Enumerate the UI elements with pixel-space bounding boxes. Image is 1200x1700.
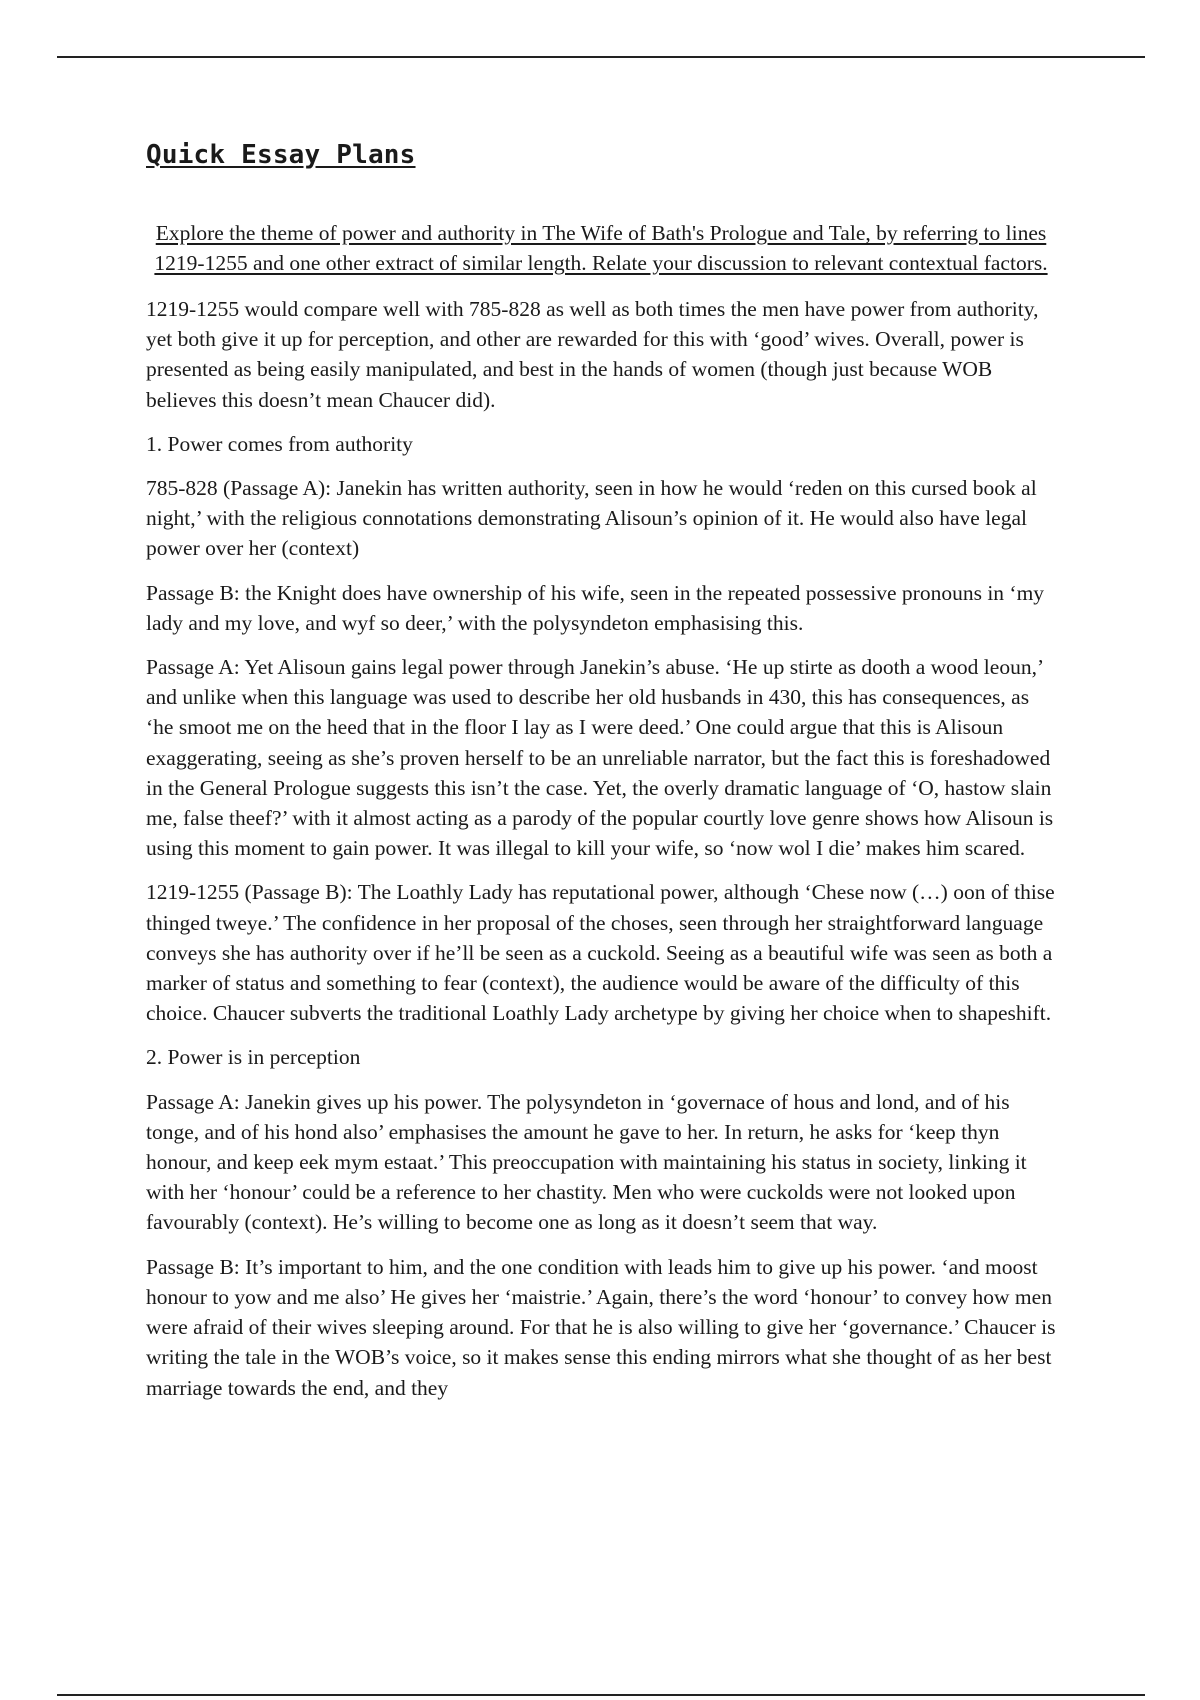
essay-question: Explore the theme of power and authority in The Wife of Bath's Prologue and Tale, by referring to lines 1219-1255 and one other extract of similar length. Relate your discussion to relevant contextual factors.: [154, 221, 1048, 275]
bottom-rule: [57, 1694, 1145, 1696]
paragraph-passage-a-1: 785-828 (Passage A): Janekin has written authority, seen in how he would ‘reden on this cursed book al night,’ with the religious connotations demonstrating Alisoun’s opinion of it. He would also have legal power over her (context): [146, 476, 1037, 561]
section-heading-1: 1. Power comes from authority: [146, 431, 413, 456]
page-title: Quick Essay Plans: [146, 140, 416, 170]
section-heading-2: 2. Power is in perception: [146, 1045, 361, 1070]
paragraph-passage-a-3: Passage A: Janekin gives up his power. The polysyndeton in ‘governace of hous and lond, and of his tonge, and of his hond also’ emphasises the amount he gave to her. In return, he asks for ‘keep thyn honour, and keep eek mym estaat.’ This preoccupation with maintaining his status in society, linking it with her ‘honour’ could be a reference to her chastity. Men who were cuckolds were not looked upon favourably (context). He’s willing to become one as long as it doesn’t seem that way.: [146, 1089, 1027, 1235]
top-rule: [57, 56, 1145, 58]
paragraph-passage-b-2: 1219-1255 (Passage B): The Loathly Lady has reputational power, although ‘Chese now (…) oon of thise thinged tweye.’ The confidence in her proposal of the choses, seen through her straightforward language conveys she has authority over if he’ll be seen as a cuckold. Seeing as a beautiful wife was seen as both a marker of status and something to fear (context), the audience would be aware of the difficulty of this choice. Chaucer subverts the traditional Loathly Lady archetype by giving her choice when to shapeshift.: [146, 880, 1055, 1026]
paragraph-passage-b-3: Passage B: It’s important to him, and the one condition with leads him to give up his power. ‘and moost honour to yow and me also’ He gives her ‘maistrie.’ Again, there’s the word ‘honour’ to convey how men were afraid of their wives sleeping around. For that he is also willing to give her ‘governance.’ Chaucer is writing the tale in the WOB’s voice, so it makes sense this ending mirrors what she thought of as her best marriage towards the end, and they: [146, 1254, 1056, 1400]
paragraph-passage-b-1: Passage B: the Knight does have ownership of his wife, seen in the repeated possessive pronouns in ‘my lady and my love, and wyf so deer,’ with the polysyndeton emphasising this.: [146, 580, 1045, 635]
intro-paragraph: 1219-1255 would compare well with 785-828 as well as both times the men have power from authority, yet both give it up for perception, and other are rewarded for this with ‘good’ wives. Overall, power is presented as being easily manipulated, and best in the hands of women (though just because WOB believes this doesn’t mean Chaucer did).: [146, 297, 1039, 412]
document-body: [146, 140, 1056, 1417]
paragraph-passage-a-2: Passage A: Yet Alisoun gains legal power through Janekin’s abuse. ‘He up stirte as dooth a wood leoun,’ and unlike when this language was used to describe her old husbands in 430, this has consequences, as ‘he smoot me on the heed that in the floor I lay as I were deed.’ One could argue that this is Alisoun exaggerating, seeing as she’s proven herself to be an unreliable narrator, but the fact this is foreshadowed in the General Prologue suggests this isn’t the case. Yet, the overly dramatic language of ‘O, hastow slain me, false theef?’ with it almost acting as a parody of the popular courtly love genre shows how Alisoun is using this moment to gain power. It was illegal to kill your wife, so ‘now wol I die’ makes him scared.: [146, 655, 1054, 861]
